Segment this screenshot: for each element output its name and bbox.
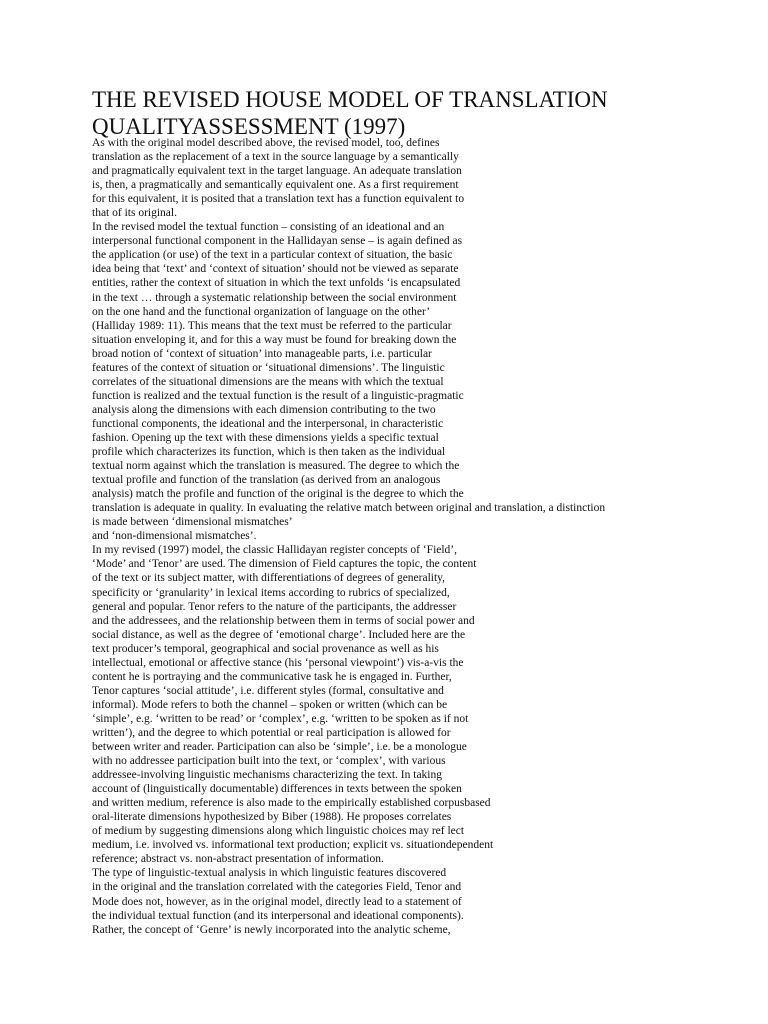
title-line: QUALITYASSESSMENT (1997)	[92, 114, 406, 139]
text-line: account of (linguistically documentable) differences in texts between the spoken	[92, 783, 462, 796]
text-line: and written medium, reference is also made to the empirically established corpusbased	[92, 797, 491, 810]
text-line: translation as the replacement of a text in the source language by a semantically	[92, 151, 459, 164]
text-line: and pragmatically equivalent text in the target language. An adequate translation	[92, 165, 462, 178]
text-line: Rather, the concept of ‘Genre’ is newly incorporated into the analytic scheme,	[92, 923, 451, 936]
text-line: of medium by suggesting dimensions along which linguistic choices may ref lect	[92, 825, 465, 838]
text-line: informal). Mode refers to both the channel – spoken or written (which can be	[92, 698, 448, 711]
text-line: content he is portraying and the communicative task he is engaged in. Further,	[92, 670, 452, 683]
text-line: between writer and reader. Participation can also be ‘simple’, i.e. be a monologue	[92, 741, 467, 754]
text-line: is, then, a pragmatically and semantically equivalent one. As a first requirement	[92, 179, 459, 192]
text-line: addressee-involving linguistic mechanisms characterizing the text. In taking	[92, 769, 443, 782]
title-line: THE REVISED HOUSE MODEL OF TRANSLATION	[92, 87, 608, 112]
text-line: situation enveloping it, and for this a way must be found for breaking down the	[92, 333, 457, 346]
document-body	[92, 136, 732, 937]
text-line: medium, i.e. involved vs. informational text production; explicit vs. situationdependent	[92, 839, 494, 852]
text-line: that of its original.	[92, 207, 177, 220]
text-line: function is realized and the textual function is the result of a linguistic-pragmatic	[92, 389, 464, 402]
text-line: (Halliday 1989: 11). This means that the text must be referred to the particular	[92, 319, 452, 332]
text-line: is made between ‘dimensional mismatches’	[92, 516, 293, 529]
text-line: The type of linguistic-textual analysis in which linguistic features discovered	[92, 867, 447, 880]
text-line: Mode does not, however, as in the original model, directly lead to a statement of	[92, 895, 462, 908]
text-line: In my revised (1997) model, the classic Hallidayan register concepts of ‘Field’,	[92, 544, 458, 557]
text-line: ‘Mode’ and ‘Tenor’ are used. The dimension of Field captures the topic, the content	[92, 558, 477, 571]
text-line: features of the context of situation or ‘situational dimensions’. The linguistic	[92, 361, 445, 374]
text-line: and ‘non-dimensional mismatches’.	[92, 530, 257, 543]
text-line: intellectual, emotional or affective stance (his ‘personal viewpoint’) vis-a-vis the	[92, 656, 464, 669]
text-line: general and popular. Tenor refers to the nature of the participants, the addresser	[92, 600, 457, 613]
text-line: Tenor captures ‘social attitude’, i.e. different styles (formal, consultative and	[92, 684, 444, 697]
text-line: broad notion of ‘context of situation’ into manageable parts, i.e. particular	[92, 347, 432, 360]
text-line: oral-literate dimensions hypothesized by Biber (1988). He proposes correlates	[92, 811, 452, 824]
text-line: analysis along the dimensions with each dimension contributing to the two	[92, 403, 436, 416]
text-line: social distance, as well as the degree of ‘emotional charge’. Included here are the	[92, 628, 466, 641]
text-line: textual norm against which the translation is measured. The degree to which the	[92, 460, 460, 473]
text-line: As with the original model described above, the revised model, too, defines	[92, 137, 440, 149]
text-line: In the revised model the textual function – consisting of an ideational and an	[92, 221, 445, 234]
text-line: functional components, the ideational and the interpersonal, in characteristic	[92, 417, 444, 430]
text-line: specificity or ‘granularity’ in lexical items according to rubrics of specialized,	[92, 586, 450, 599]
text-line: reference; abstract vs. non-abstract presentation of information.	[92, 853, 384, 866]
text-line: the application (or use) of the text in a particular context of situation, the basic	[92, 249, 453, 262]
text-line: of the text or its subject matter, with differentiations of degrees of generality,	[92, 572, 446, 585]
text-line: and the addressees, and the relationship between them in terms of social power and	[92, 614, 475, 627]
text-line: translation is adequate in quality. In evaluating the relative match between original and translation, a distinction	[92, 502, 606, 515]
text-line: analysis) match the profile and function of the original is the degree to which the	[92, 488, 464, 501]
text-line: with no addressee participation built into the text, or ‘complex’, with various	[92, 755, 446, 768]
text-line: in the text … through a systematic relationship between the social environment	[92, 291, 457, 304]
document-title	[92, 86, 732, 140]
text-line: fashion. Opening up the text with these dimensions yields a specific textual	[92, 431, 439, 444]
text-line: correlates of the situational dimensions are the means with which the textual	[92, 375, 444, 388]
text-line: in the original and the translation correlated with the categories Field, Tenor and	[92, 881, 462, 894]
text-line: on the one hand and the functional organization of language on the other’	[92, 305, 431, 318]
text-line: textual profile and function of the translation (as derived from an analogous	[92, 474, 441, 487]
text-line: profile which characterizes its function, which is then taken as the individual	[92, 446, 446, 459]
text-line: the individual textual function (and its interpersonal and ideational components).	[92, 909, 464, 922]
text-line: entities, rather the context of situation in which the text unfolds ‘is encapsulated	[92, 277, 461, 290]
text-line: text producer’s temporal, geographical and social provenance as well as his	[92, 642, 439, 655]
text-line: idea being that ‘text’ and ‘context of situation’ should not be viewed as separate	[92, 263, 459, 276]
text-line: written’), and the degree to which potential or real participation is allowed for	[92, 726, 451, 739]
text-line: ‘simple’, e.g. ‘written to be read’ or ‘complex’, e.g. ‘written to be spoken as if not	[92, 712, 469, 725]
text-line: for this equivalent, it is posited that a translation text has a function equivalent to	[92, 193, 465, 206]
text-line: interpersonal functional component in the Hallidayan sense – is again defined as	[92, 235, 463, 248]
